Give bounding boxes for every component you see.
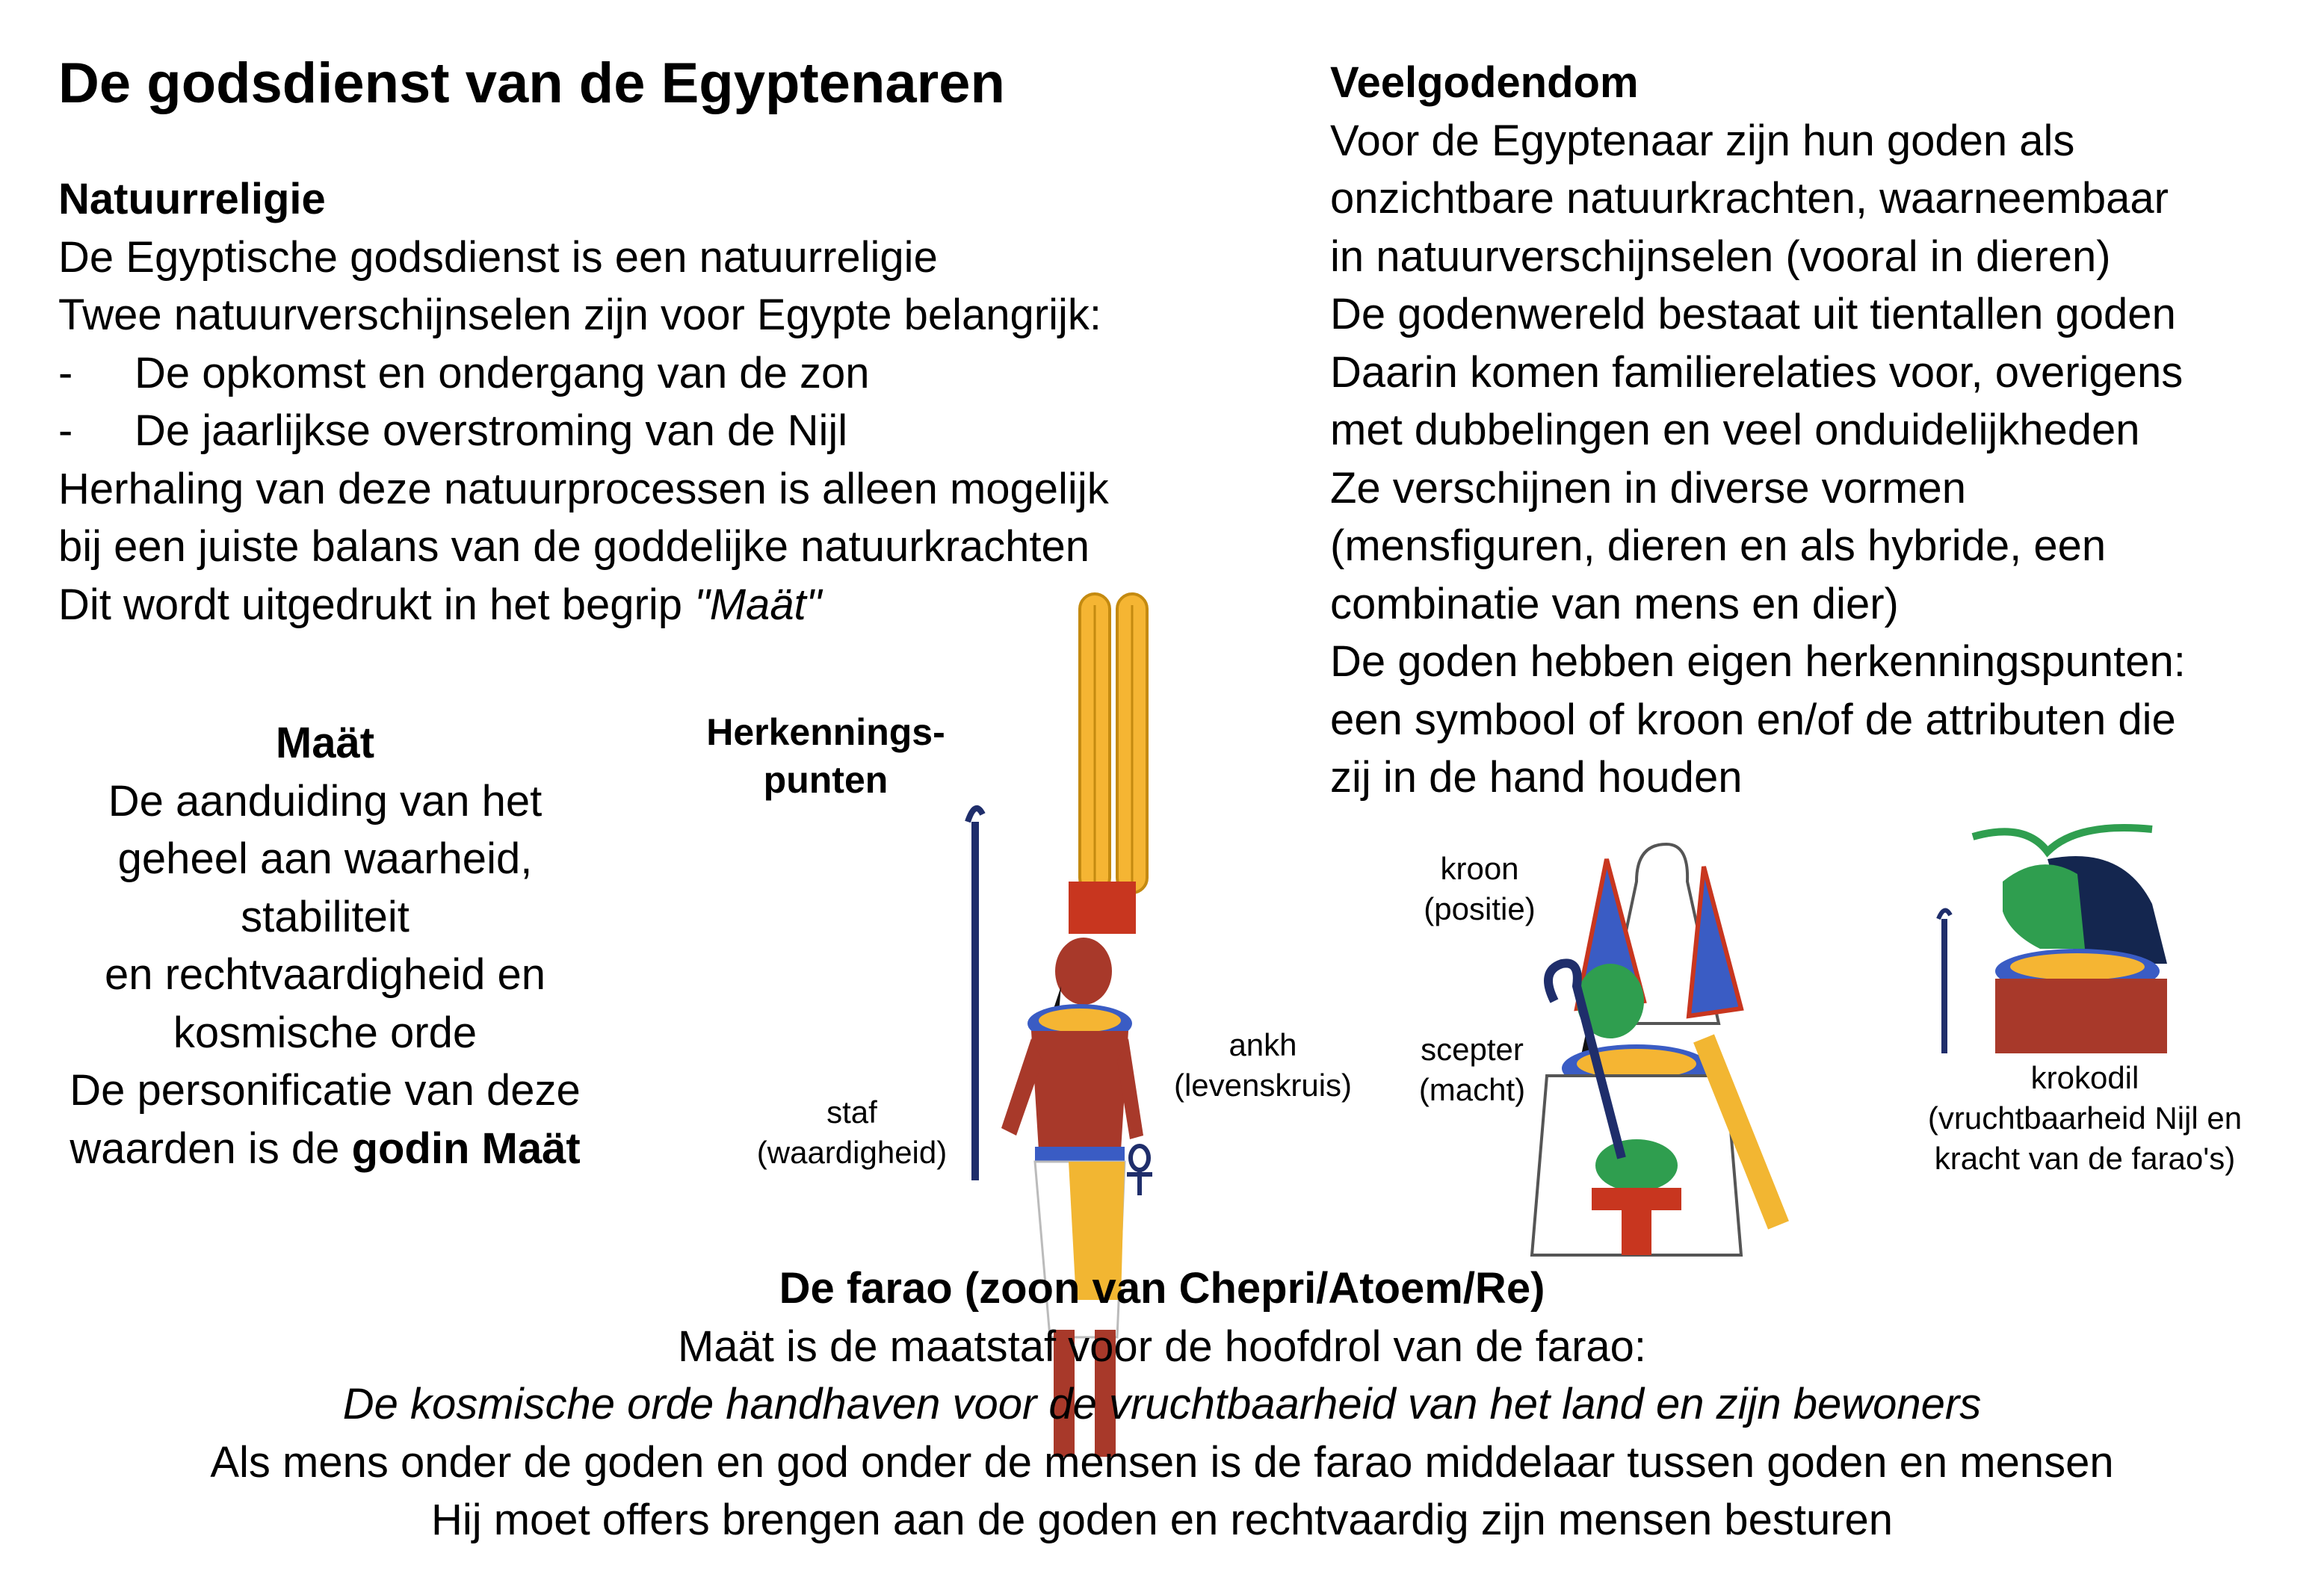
maat-line: stabiliteit bbox=[241, 892, 410, 941]
veelgodendom-line: combinatie van mens en dier) bbox=[1330, 579, 1899, 628]
farao-line: Maät is de maatstaf voor de hoofdrol van de farao: bbox=[677, 1322, 1647, 1371]
farao-line: Als mens onder de goden en god onder de mensen is de farao middelaar tussen goden en mensen bbox=[210, 1437, 2114, 1487]
maat-line: kosmische orde bbox=[173, 1008, 478, 1057]
natuurreligie-line: Twee natuurverschijnselen zijn voor Egypte belangrijk: bbox=[58, 291, 1101, 339]
veelgodendom-heading: Veelgodendom bbox=[1330, 58, 1639, 107]
kroon-label-line: kroon bbox=[1440, 851, 1519, 886]
maat-line: geheel aan waarheid, bbox=[117, 834, 533, 883]
page-title: De godsdienst van de Egyptenaren bbox=[58, 52, 1005, 115]
natuurreligie-heading: Natuurreligie bbox=[58, 175, 326, 223]
veelgodendom-line: De goden hebben eigen herkenningspunten: bbox=[1330, 637, 2186, 686]
veelgodendom-line: in natuurverschijnselen (vooral in dieren) bbox=[1330, 232, 2111, 281]
farao-heading: De farao (zoon van Chepri/Atoem/Re) bbox=[779, 1264, 1545, 1313]
farao-line-italic bbox=[0, 1375, 2324, 1434]
veelgodendom-line: Ze verschijnen in diverse vormen bbox=[1330, 463, 1967, 512]
veelgodendom-section bbox=[1330, 54, 2317, 807]
amun-figure-illustration bbox=[957, 583, 1203, 1203]
veelgodendom-line: Voor de Egyptenaar zijn hun goden als bbox=[1330, 116, 2075, 165]
scepter-label-line: (macht) bbox=[1418, 1072, 1526, 1107]
bullet-marker: - bbox=[58, 348, 73, 397]
bullet-text: De jaarlijkse overstroming van de Nijl bbox=[135, 406, 848, 455]
herkenningspunten-line: punten bbox=[763, 759, 889, 801]
sobek-figure-illustration bbox=[1928, 822, 2182, 1053]
veelgodendom-line: met dubbelingen en veel onduidelijkheden bbox=[1330, 406, 2140, 454]
herkenningspunten-line: Herkennings- bbox=[706, 711, 945, 753]
maat-line bbox=[15, 1120, 635, 1178]
veelgodendom-line: zij in de hand houden bbox=[1330, 753, 1743, 802]
krokodil-label-line: (vruchtbaarheid Nijl en bbox=[1927, 1100, 2243, 1136]
maat-line: en rechtvaardigheid en bbox=[104, 950, 546, 999]
farao-line: Hij moet offers brengen aan de goden en rechtvaardig zijn mensen besturen bbox=[430, 1496, 1894, 1544]
staf-label bbox=[740, 1092, 964, 1173]
veelgodendom-line: (mensfiguren, dieren en als hybride, een bbox=[1330, 521, 2107, 570]
herkenningspunten-label bbox=[673, 708, 979, 804]
maat-section bbox=[15, 714, 635, 1177]
staf-label-line: (waardigheid) bbox=[756, 1135, 948, 1170]
maat-term: "Maät" bbox=[694, 580, 822, 629]
natuurreligie-line: De Egyptische godsdienst is een natuurreligie bbox=[58, 232, 938, 282]
ankh-label bbox=[1158, 1025, 1367, 1106]
natuurreligie-line: bij een juiste balans van de goddelijke natuurkrachten bbox=[58, 522, 1090, 571]
veelgodendom-line: onzichtbare natuurkrachten, waarneembaar bbox=[1330, 174, 2169, 223]
bullet-text: De opkomst en ondergang van de zon bbox=[135, 348, 870, 397]
kroon-label-line: (positie) bbox=[1424, 891, 1536, 926]
kroon-label bbox=[1405, 849, 1554, 929]
krokodil-label-line: kracht van de farao's) bbox=[1934, 1141, 2236, 1176]
ankh-label-line: ankh bbox=[1229, 1027, 1297, 1062]
farao-italic-text: De kosmische orde handhaven voor de vruchtbaarheid van het land en zijn bewoners bbox=[342, 1380, 1982, 1428]
natuurreligie-section bbox=[58, 170, 1284, 634]
natuurreligie-line: Herhaling van deze natuurprocessen is alleen mogelijk bbox=[58, 464, 1109, 513]
bullet-item bbox=[58, 402, 1284, 460]
godin-maat-bold: godin Maät bbox=[351, 1124, 581, 1173]
staf-label-line: staf bbox=[826, 1094, 877, 1130]
maat-last-text: waarden is de bbox=[69, 1124, 352, 1173]
bullet-marker: - bbox=[58, 406, 73, 455]
ankh-label-line: (levenskruis) bbox=[1173, 1068, 1353, 1103]
scepter-label-line: scepter bbox=[1421, 1032, 1524, 1067]
bullet-item bbox=[58, 344, 1284, 403]
veelgodendom-line: Daarin komen familierelaties voor, overigens bbox=[1330, 347, 2184, 397]
maat-heading: Maät bbox=[275, 719, 375, 767]
veelgodendom-line: De godenwereld bestaat uit tientallen goden bbox=[1330, 290, 2176, 338]
krokodil-label-line: krokodil bbox=[2030, 1060, 2139, 1095]
veelgodendom-line: een symbool of kroon en/of de attributen die bbox=[1330, 695, 2176, 744]
krokodil-label bbox=[1891, 1058, 2279, 1179]
scepter-label bbox=[1405, 1029, 1539, 1110]
staff-shape bbox=[971, 822, 979, 1180]
maat-intro-text: Dit wordt uitgedrukt in het begrip bbox=[58, 580, 695, 629]
farao-section bbox=[0, 1260, 2324, 1549]
maat-line: De aanduiding van het bbox=[108, 776, 543, 826]
maat-line: De personificatie van deze bbox=[69, 1066, 581, 1115]
